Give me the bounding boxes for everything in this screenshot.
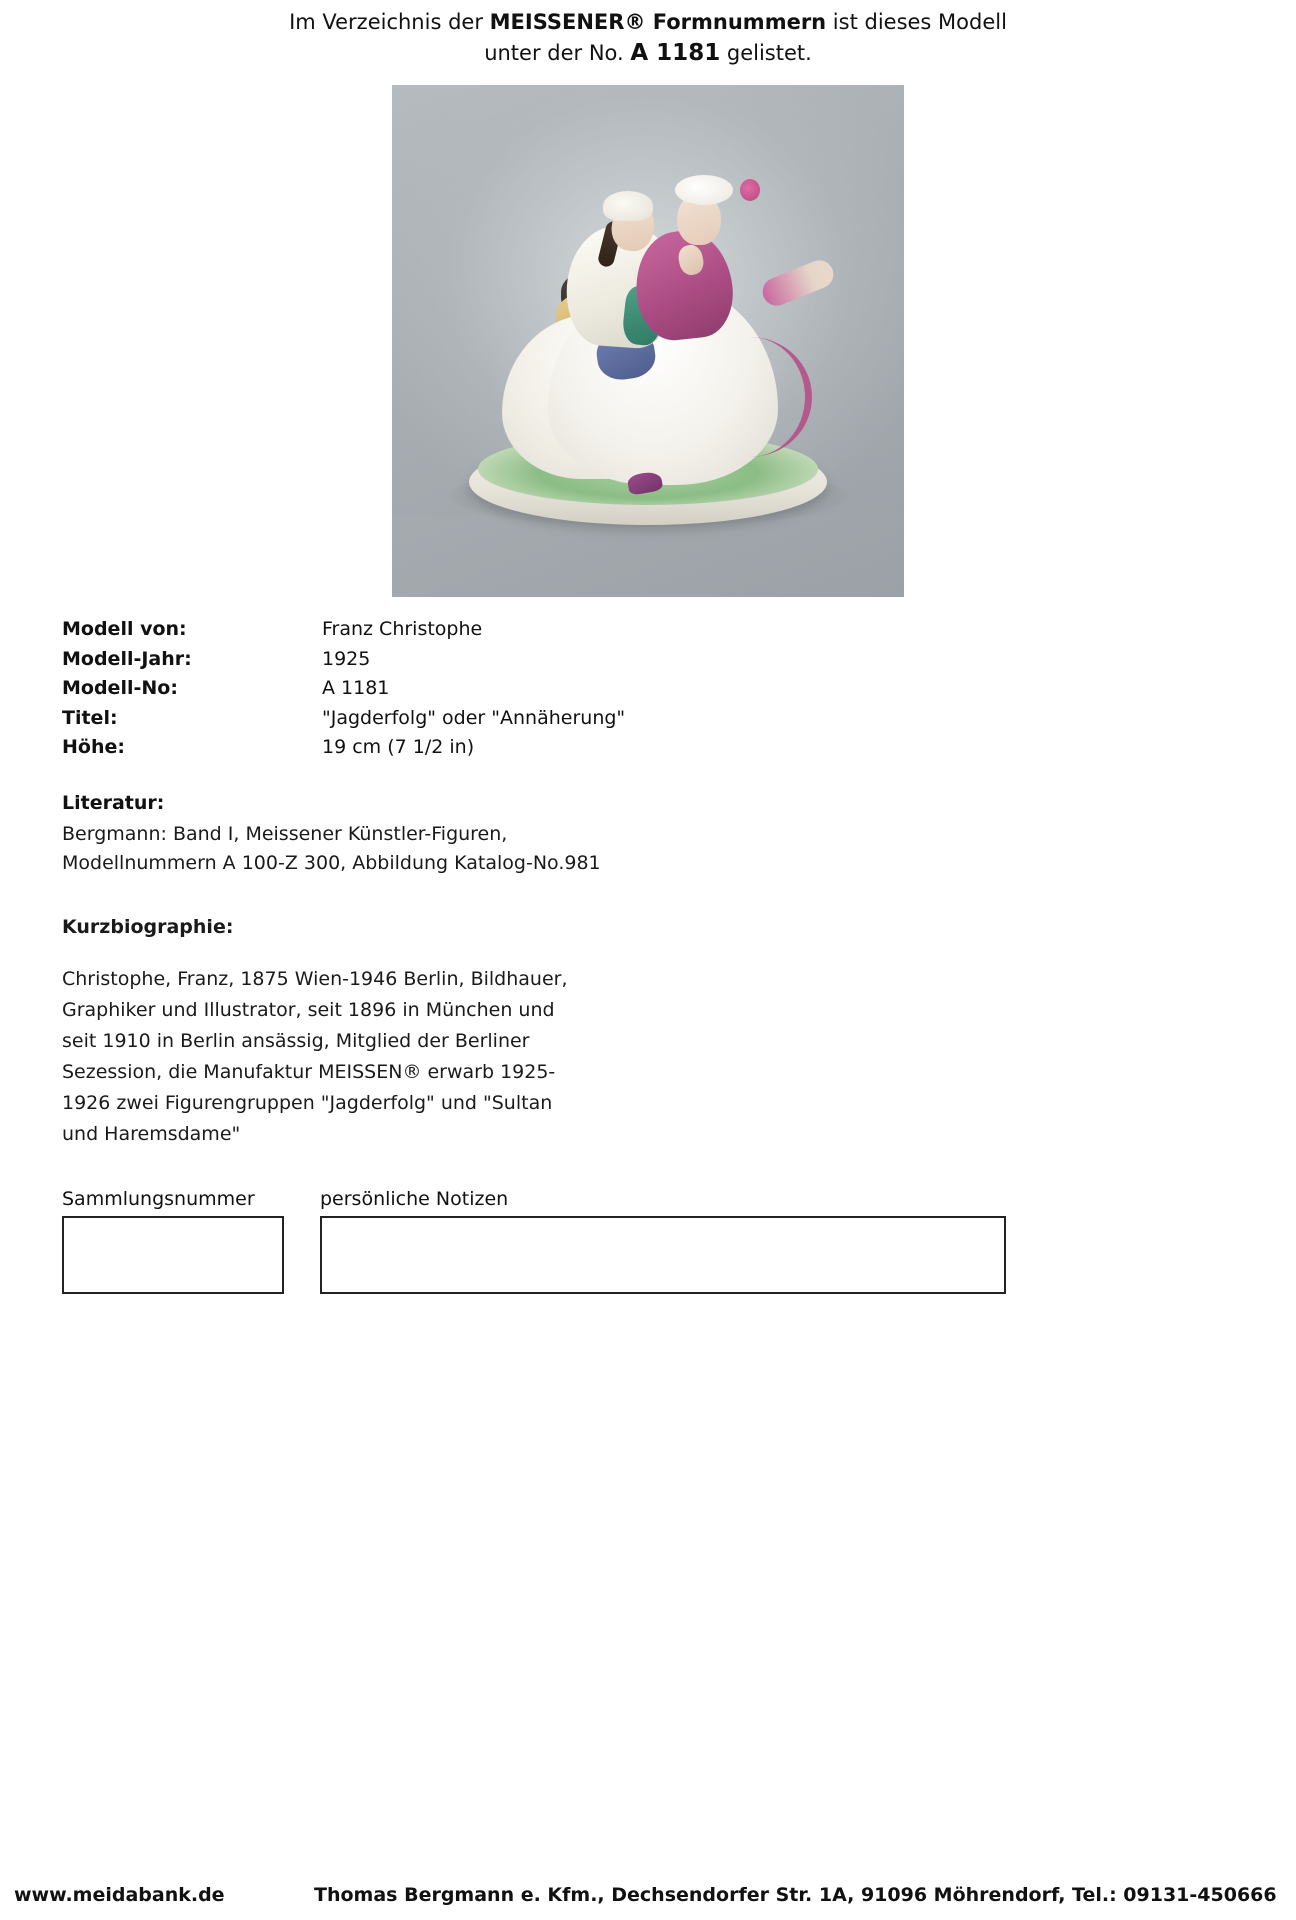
literature-section	[0, 789, 1296, 879]
personal-notes-label: persönliche Notizen	[320, 1188, 509, 1211]
page-header	[0, 0, 1296, 69]
biography-title: Kurzbiographie:	[62, 915, 234, 938]
literature-line: Bergmann: Band I, Meissener Künstler-Figuren,	[62, 823, 508, 846]
header-line1-prefix: Im Verzeichnis der	[289, 10, 490, 34]
detail-row	[62, 733, 1296, 762]
detail-row	[62, 704, 1296, 733]
biography-line: seit 1910 in Berlin ansässig, Mitglied der Berliner	[62, 1030, 530, 1053]
gentleman-wig-shape	[603, 191, 653, 221]
biography-line: Christophe, Franz, 1875 Wien-1946 Berlin, Bildhauer,	[62, 968, 568, 991]
footer-website-link[interactable]: www.meidabank.de	[14, 1884, 225, 1906]
personal-notes-input[interactable]	[320, 1216, 1006, 1294]
model-details	[0, 615, 1296, 762]
detail-row	[62, 674, 1296, 703]
biography-line: 1926 zwei Figurengruppen "Jagderfolg" und "Sultan	[62, 1092, 553, 1115]
collection-number-label: Sammlungsnummer	[62, 1188, 255, 1211]
header-line2-suffix: gelistet.	[720, 41, 812, 66]
detail-label: Höhe:	[62, 736, 125, 759]
detail-label: Modell-No:	[62, 677, 178, 700]
detail-value: "Jagderfolg" oder "Annäherung"	[322, 706, 626, 729]
footer-contact-info: Thomas Bergmann e. Kfm., Dechsendorfer Str. 1A, 91096 Möhrendorf, Tel.: 09131-450666	[314, 1884, 1277, 1906]
biography-line: und Haremsdame"	[62, 1123, 241, 1146]
literature-line: Modellnummern A 100-Z 300, Abbildung Katalog-No.981	[62, 852, 601, 875]
biography-section	[0, 913, 1296, 1150]
biography-body	[62, 964, 1296, 1150]
detail-value: A 1181	[322, 677, 390, 700]
form-field-boxes	[0, 1216, 1296, 1294]
page-footer	[0, 1884, 1296, 1906]
header-line-2	[0, 38, 1296, 69]
detail-value: 19 cm (7 1/2 in)	[322, 736, 475, 759]
literature-title: Literatur:	[62, 791, 165, 814]
header-line1-suffix: ist dieses Modell	[826, 10, 1007, 34]
detail-row	[62, 615, 1296, 644]
detail-value: Franz Christophe	[322, 618, 483, 641]
biography-line: Sezession, die Manufaktur MEISSEN® erwarb 1925-	[62, 1061, 556, 1084]
detail-value: 1925	[322, 647, 371, 670]
detail-label: Modell-Jahr:	[62, 647, 192, 670]
porcelain-figure-photo	[392, 85, 904, 597]
header-line-1	[0, 8, 1296, 36]
literature-body	[62, 820, 1296, 879]
figure-image-wrapper	[0, 85, 1296, 597]
lady-bonnet-shape	[675, 175, 733, 205]
header-model-number: A 1181	[630, 40, 721, 67]
header-line1-strong: MEISSENER® Formnummern	[489, 10, 827, 34]
header-line2-prefix: unter der No.	[484, 41, 631, 66]
biography-line: Graphiker und Illustrator, seit 1896 in München und	[62, 999, 555, 1022]
detail-label: Titel:	[62, 706, 118, 729]
form-field-labels	[0, 1188, 1296, 1210]
detail-row	[62, 645, 1296, 674]
collection-number-input[interactable]	[62, 1216, 284, 1294]
detail-label: Modell von:	[62, 618, 187, 641]
